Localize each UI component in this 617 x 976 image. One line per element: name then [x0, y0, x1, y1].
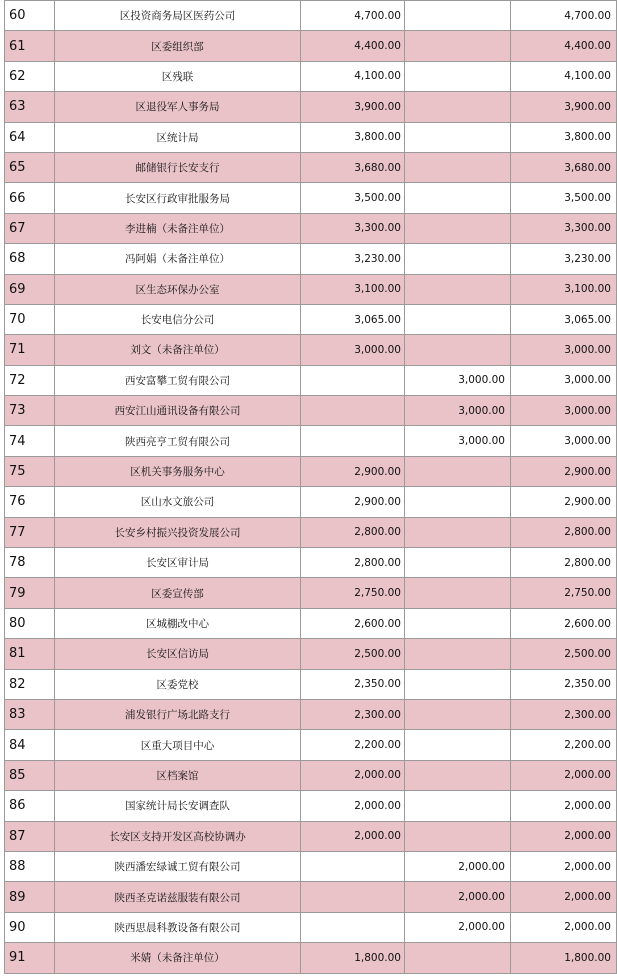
amount-b — [405, 943, 511, 973]
row-number: 75 — [5, 456, 55, 486]
donor-name: 区生态环保办公室 — [55, 274, 301, 304]
amount-a: 3,300.00 — [301, 213, 405, 243]
table-row — [5, 912, 617, 942]
amount-b: 3,000.00 — [405, 396, 511, 426]
donor-name: 长安区审计局 — [55, 548, 301, 578]
row-number: 71 — [5, 335, 55, 365]
amount-b — [405, 699, 511, 729]
amount-total: 4,100.00 — [511, 61, 617, 91]
amount-total: 2,000.00 — [511, 821, 617, 851]
table-row — [5, 61, 617, 91]
amount-a: 4,100.00 — [301, 61, 405, 91]
amount-b — [405, 791, 511, 821]
amount-b — [405, 669, 511, 699]
donor-name: 长安区支持开发区高校协调办 — [55, 821, 301, 851]
amount-total: 3,500.00 — [511, 183, 617, 213]
amount-b: 3,000.00 — [405, 426, 511, 456]
row-number: 90 — [5, 912, 55, 942]
table-row — [5, 669, 617, 699]
amount-b — [405, 639, 511, 669]
table-row — [5, 92, 617, 122]
donor-name: 长安区信访局 — [55, 639, 301, 669]
row-number: 91 — [5, 943, 55, 973]
amount-b: 2,000.00 — [405, 912, 511, 942]
row-number: 76 — [5, 487, 55, 517]
amount-a: 3,230.00 — [301, 244, 405, 274]
amount-total: 3,800.00 — [511, 122, 617, 152]
row-number: 64 — [5, 122, 55, 152]
amount-total: 2,000.00 — [511, 882, 617, 912]
table-row — [5, 882, 617, 912]
table-row — [5, 456, 617, 486]
row-number: 77 — [5, 517, 55, 547]
amount-total: 2,000.00 — [511, 760, 617, 790]
amount-a: 3,065.00 — [301, 304, 405, 334]
row-number: 87 — [5, 821, 55, 851]
amount-b — [405, 152, 511, 182]
amount-a: 2,900.00 — [301, 456, 405, 486]
amount-total: 3,000.00 — [511, 335, 617, 365]
amount-b — [405, 213, 511, 243]
amount-a: 2,800.00 — [301, 548, 405, 578]
table-row — [5, 487, 617, 517]
amount-b — [405, 122, 511, 152]
donor-name: 国家统计局长安调查队 — [55, 791, 301, 821]
donor-name: 西安江山通讯设备有限公司 — [55, 396, 301, 426]
amount-a: 3,800.00 — [301, 122, 405, 152]
amount-a: 3,500.00 — [301, 183, 405, 213]
donor-name: 李进楠（未备注单位） — [55, 213, 301, 243]
donor-name: 区投资商务局区医药公司 — [55, 1, 301, 31]
amount-a: 2,000.00 — [301, 791, 405, 821]
row-number: 66 — [5, 183, 55, 213]
amount-b — [405, 608, 511, 638]
donation-table — [4, 0, 617, 974]
row-number: 67 — [5, 213, 55, 243]
amount-a: 2,500.00 — [301, 639, 405, 669]
table-row — [5, 760, 617, 790]
table-row — [5, 791, 617, 821]
row-number: 68 — [5, 244, 55, 274]
donor-name: 区城棚改中心 — [55, 608, 301, 638]
donor-name: 区残联 — [55, 61, 301, 91]
amount-total: 2,750.00 — [511, 578, 617, 608]
donor-name: 区委组织部 — [55, 31, 301, 61]
amount-a: 2,750.00 — [301, 578, 405, 608]
table-row — [5, 730, 617, 760]
amount-total: 1,800.00 — [511, 943, 617, 973]
amount-total: 3,300.00 — [511, 213, 617, 243]
donor-name: 长安乡村振兴投资发展公司 — [55, 517, 301, 547]
row-number: 78 — [5, 548, 55, 578]
row-number: 62 — [5, 61, 55, 91]
amount-total: 2,300.00 — [511, 699, 617, 729]
row-number: 72 — [5, 365, 55, 395]
amount-b — [405, 304, 511, 334]
table-row — [5, 244, 617, 274]
amount-a — [301, 851, 405, 881]
amount-a: 2,800.00 — [301, 517, 405, 547]
row-number: 79 — [5, 578, 55, 608]
amount-total: 3,000.00 — [511, 426, 617, 456]
amount-total: 2,000.00 — [511, 791, 617, 821]
amount-b — [405, 31, 511, 61]
donor-name: 陕西思晨科教设备有限公司 — [55, 912, 301, 942]
amount-a: 4,700.00 — [301, 1, 405, 31]
table-row — [5, 152, 617, 182]
donor-name: 区重大项目中心 — [55, 730, 301, 760]
row-number: 84 — [5, 730, 55, 760]
amount-a: 3,100.00 — [301, 274, 405, 304]
table-row — [5, 274, 617, 304]
amount-total: 3,900.00 — [511, 92, 617, 122]
table-row — [5, 396, 617, 426]
amount-a: 1,800.00 — [301, 943, 405, 973]
table-row — [5, 31, 617, 61]
donor-name: 区委党校 — [55, 669, 301, 699]
amount-a: 2,200.00 — [301, 730, 405, 760]
amount-total: 2,900.00 — [511, 456, 617, 486]
row-number: 86 — [5, 791, 55, 821]
amount-b — [405, 1, 511, 31]
amount-total: 3,000.00 — [511, 396, 617, 426]
amount-a — [301, 912, 405, 942]
table-row — [5, 578, 617, 608]
amount-total: 2,600.00 — [511, 608, 617, 638]
row-number: 82 — [5, 669, 55, 699]
donor-name: 区机关事务服务中心 — [55, 456, 301, 486]
amount-total: 3,680.00 — [511, 152, 617, 182]
amount-b — [405, 456, 511, 486]
amount-total: 4,400.00 — [511, 31, 617, 61]
amount-total: 3,100.00 — [511, 274, 617, 304]
amount-a: 3,000.00 — [301, 335, 405, 365]
amount-b — [405, 760, 511, 790]
amount-b — [405, 578, 511, 608]
amount-total: 3,065.00 — [511, 304, 617, 334]
amount-total: 2,200.00 — [511, 730, 617, 760]
amount-b — [405, 61, 511, 91]
donor-name: 浦发银行广场北路支行 — [55, 699, 301, 729]
row-number: 73 — [5, 396, 55, 426]
table-row — [5, 851, 617, 881]
row-number: 65 — [5, 152, 55, 182]
table-row — [5, 699, 617, 729]
table-row — [5, 548, 617, 578]
amount-b: 2,000.00 — [405, 882, 511, 912]
amount-a — [301, 882, 405, 912]
donor-name: 区委宣传部 — [55, 578, 301, 608]
row-number: 74 — [5, 426, 55, 456]
amount-b — [405, 517, 511, 547]
amount-total: 2,900.00 — [511, 487, 617, 517]
amount-a — [301, 396, 405, 426]
amount-b — [405, 548, 511, 578]
table-row — [5, 304, 617, 334]
table-row — [5, 608, 617, 638]
donor-name: 陕西圣克诺兹服装有限公司 — [55, 882, 301, 912]
row-number: 70 — [5, 304, 55, 334]
amount-b — [405, 821, 511, 851]
amount-b — [405, 335, 511, 365]
donor-name: 米婧（未备注单位） — [55, 943, 301, 973]
amount-total: 2,000.00 — [511, 912, 617, 942]
row-number: 60 — [5, 1, 55, 31]
row-number: 85 — [5, 760, 55, 790]
amount-b — [405, 487, 511, 517]
amount-a: 2,600.00 — [301, 608, 405, 638]
donor-name: 陕西潘宏绿诚工贸有限公司 — [55, 851, 301, 881]
donor-name: 冯阿娟（未备注单位） — [55, 244, 301, 274]
row-number: 61 — [5, 31, 55, 61]
amount-b — [405, 274, 511, 304]
row-number: 89 — [5, 882, 55, 912]
table-row — [5, 517, 617, 547]
table-row — [5, 335, 617, 365]
amount-a: 2,350.00 — [301, 669, 405, 699]
amount-b — [405, 730, 511, 760]
amount-total: 2,800.00 — [511, 548, 617, 578]
table-row — [5, 122, 617, 152]
row-number: 69 — [5, 274, 55, 304]
amount-a: 2,300.00 — [301, 699, 405, 729]
table-row — [5, 943, 617, 973]
amount-total: 2,800.00 — [511, 517, 617, 547]
amount-a: 4,400.00 — [301, 31, 405, 61]
amount-b: 2,000.00 — [405, 851, 511, 881]
amount-total: 2,350.00 — [511, 669, 617, 699]
donor-name: 区统计局 — [55, 122, 301, 152]
row-number: 83 — [5, 699, 55, 729]
donor-name: 长安区行政审批服务局 — [55, 183, 301, 213]
table-row — [5, 183, 617, 213]
amount-b: 3,000.00 — [405, 365, 511, 395]
donor-name: 区档案馆 — [55, 760, 301, 790]
amount-a: 2,900.00 — [301, 487, 405, 517]
table-row — [5, 426, 617, 456]
donor-name: 长安电信分公司 — [55, 304, 301, 334]
amount-b — [405, 183, 511, 213]
amount-b — [405, 244, 511, 274]
amount-b — [405, 92, 511, 122]
table-row — [5, 213, 617, 243]
row-number: 81 — [5, 639, 55, 669]
amount-a — [301, 426, 405, 456]
table-row — [5, 821, 617, 851]
amount-total: 2,500.00 — [511, 639, 617, 669]
amount-total: 2,000.00 — [511, 851, 617, 881]
amount-total: 3,000.00 — [511, 365, 617, 395]
row-number: 80 — [5, 608, 55, 638]
donor-name: 区退役军人事务局 — [55, 92, 301, 122]
table-row — [5, 365, 617, 395]
amount-total: 3,230.00 — [511, 244, 617, 274]
amount-a: 3,680.00 — [301, 152, 405, 182]
row-number: 63 — [5, 92, 55, 122]
donor-name: 西安富攀工贸有限公司 — [55, 365, 301, 395]
donor-name: 区山水文旅公司 — [55, 487, 301, 517]
donation-table-body — [5, 1, 617, 974]
amount-a: 2,000.00 — [301, 821, 405, 851]
donor-name: 刘文（未备注单位） — [55, 335, 301, 365]
row-number: 88 — [5, 851, 55, 881]
table-row — [5, 1, 617, 31]
amount-a — [301, 365, 405, 395]
donor-name: 邮储银行长安支行 — [55, 152, 301, 182]
amount-a: 3,900.00 — [301, 92, 405, 122]
donor-name: 陕西亮亨工贸有限公司 — [55, 426, 301, 456]
amount-a: 2,000.00 — [301, 760, 405, 790]
amount-total: 4,700.00 — [511, 1, 617, 31]
table-row — [5, 639, 617, 669]
